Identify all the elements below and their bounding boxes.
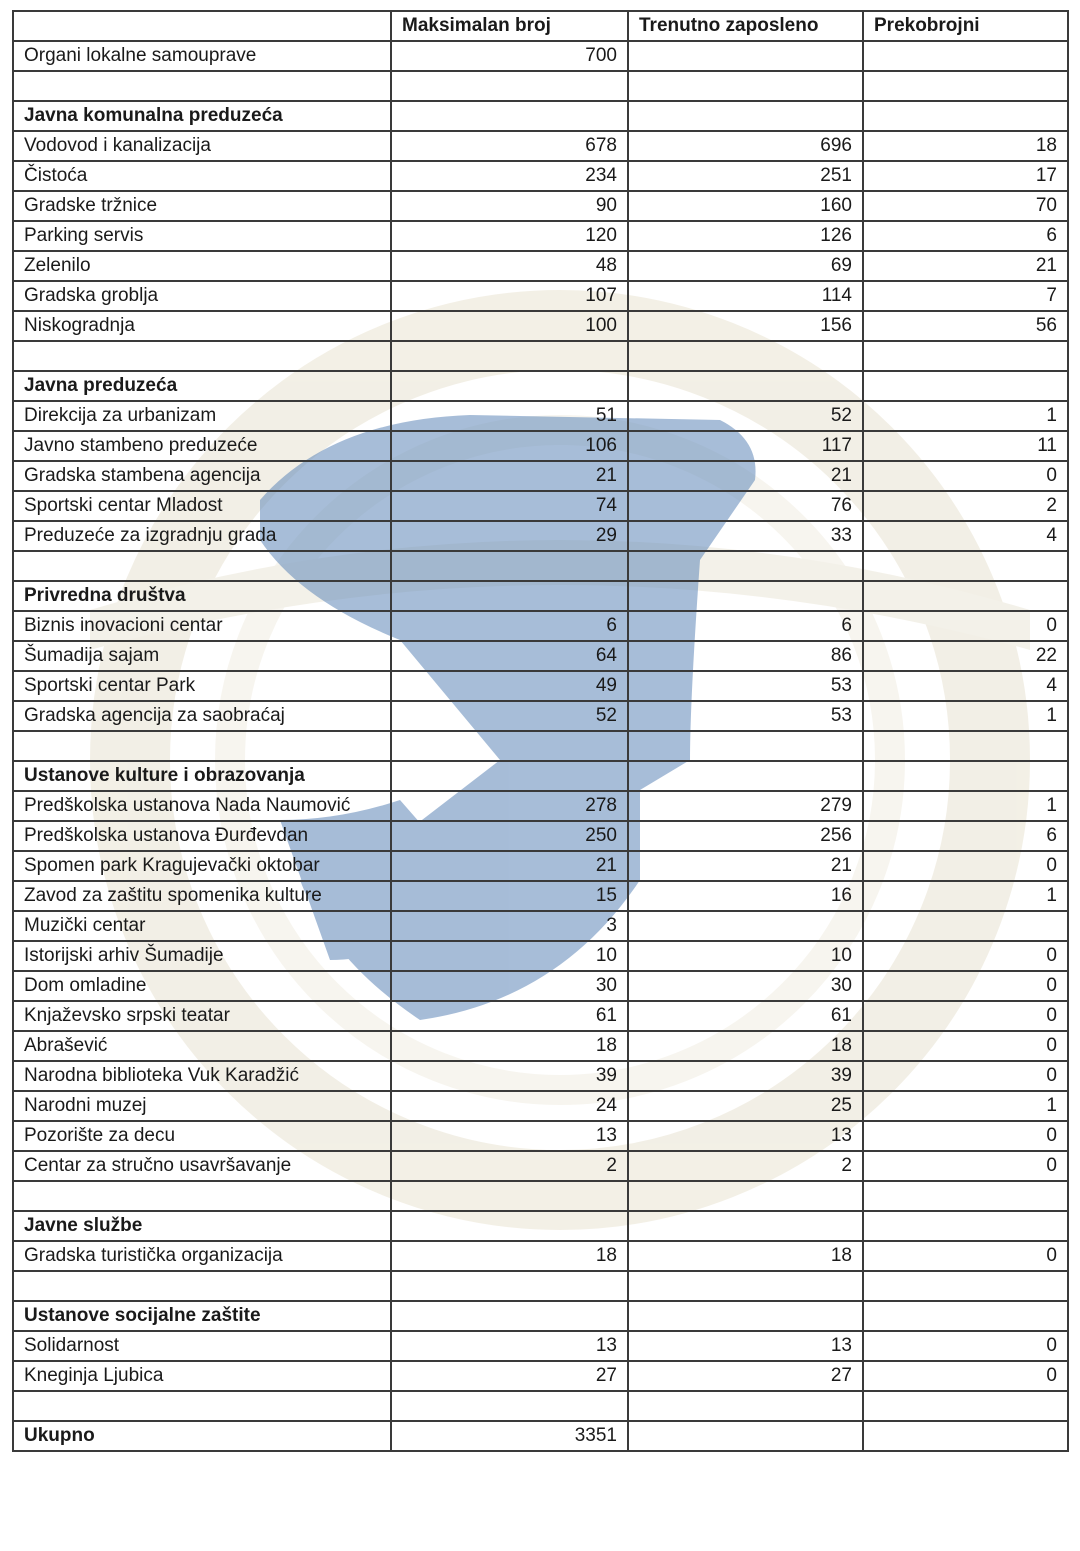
cell-max-count: [391, 1301, 628, 1331]
cell-excess: 6: [863, 221, 1068, 251]
table-row: [13, 1361, 1068, 1391]
cell-current-employed: 21: [628, 851, 863, 881]
table-row: [13, 161, 1068, 191]
cell-max-count: [391, 1211, 628, 1241]
cell-max-count: 18: [391, 1031, 628, 1061]
cell-excess: 0: [863, 1241, 1068, 1271]
cell-current-employed: 126: [628, 221, 863, 251]
cell-name: Pozorište za decu: [13, 1121, 391, 1151]
cell-max-count: 6: [391, 611, 628, 641]
table-row: [13, 881, 1068, 911]
table-row: [13, 1061, 1068, 1091]
cell-current-employed: 6: [628, 611, 863, 641]
table-row: [13, 611, 1068, 641]
cell-excess: 0: [863, 461, 1068, 491]
cell-name: [13, 1391, 391, 1421]
table-row: [13, 401, 1068, 431]
cell-current-employed: [628, 41, 863, 71]
cell-excess: 4: [863, 521, 1068, 551]
cell-name: [13, 1271, 391, 1301]
table-row: [13, 251, 1068, 281]
table-row: [13, 791, 1068, 821]
cell-excess: 4: [863, 671, 1068, 701]
cell-name: Direkcija za urbanizam: [13, 401, 391, 431]
cell-max-count: [391, 1391, 628, 1421]
cell-excess: 21: [863, 251, 1068, 281]
table-body: [13, 11, 1068, 1451]
cell-current-employed: [628, 551, 863, 581]
cell-name: Sportski centar Mladost: [13, 491, 391, 521]
table-row: [13, 461, 1068, 491]
cell-excess: 22: [863, 641, 1068, 671]
cell-current-employed: 52: [628, 401, 863, 431]
cell-excess: [863, 1301, 1068, 1331]
header-excess: Prekobrojni: [863, 11, 1068, 41]
cell-current-employed: 39: [628, 1061, 863, 1091]
cell-excess: 1: [863, 1091, 1068, 1121]
cell-current-employed: 76: [628, 491, 863, 521]
cell-current-employed: 53: [628, 671, 863, 701]
table-row: [13, 431, 1068, 461]
cell-name: Abrašević: [13, 1031, 391, 1061]
cell-name: Narodna biblioteka Vuk Karadžić: [13, 1061, 391, 1091]
cell-excess: 7: [863, 281, 1068, 311]
cell-excess: 0: [863, 1031, 1068, 1061]
blank-row: [13, 1391, 1068, 1421]
cell-current-employed: [628, 761, 863, 791]
cell-name: Ustanove kulture i obrazovanja: [13, 761, 391, 791]
table-row: [13, 641, 1068, 671]
cell-current-employed: 21: [628, 461, 863, 491]
cell-excess: 1: [863, 881, 1068, 911]
cell-current-employed: 53: [628, 701, 863, 731]
cell-current-employed: 156: [628, 311, 863, 341]
cell-name: [13, 341, 391, 371]
cell-max-count: 51: [391, 401, 628, 431]
section-row: [13, 1301, 1068, 1331]
cell-current-employed: [628, 1271, 863, 1301]
cell-name: Preduzeće za izgradnju grada: [13, 521, 391, 551]
cell-current-employed: [628, 911, 863, 941]
cell-excess: [863, 1211, 1068, 1241]
cell-name: [13, 731, 391, 761]
cell-max-count: 107: [391, 281, 628, 311]
cell-max-count: 678: [391, 131, 628, 161]
cell-excess: 56: [863, 311, 1068, 341]
table-row: [13, 41, 1068, 71]
cell-excess: 1: [863, 701, 1068, 731]
section-row: [13, 101, 1068, 131]
cell-excess: 70: [863, 191, 1068, 221]
cell-current-employed: 117: [628, 431, 863, 461]
cell-name: Sportski centar Park: [13, 671, 391, 701]
cell-max-count: 15: [391, 881, 628, 911]
cell-current-employed: 69: [628, 251, 863, 281]
table-row: [13, 941, 1068, 971]
cell-current-employed: 13: [628, 1121, 863, 1151]
cell-name: [13, 71, 391, 101]
cell-excess: 0: [863, 1061, 1068, 1091]
cell-name: Gradska stambena agencija: [13, 461, 391, 491]
cell-max-count: [391, 1181, 628, 1211]
cell-name: [13, 1181, 391, 1211]
section-row: [13, 1211, 1068, 1241]
cell-max-count: 13: [391, 1331, 628, 1361]
cell-excess: 0: [863, 611, 1068, 641]
cell-current-employed: [628, 341, 863, 371]
table-row: [13, 821, 1068, 851]
cell-max-count: [391, 71, 628, 101]
cell-max-count: 120: [391, 221, 628, 251]
cell-excess: [863, 581, 1068, 611]
cell-excess: 0: [863, 1361, 1068, 1391]
cell-current-employed: 18: [628, 1031, 863, 1061]
cell-current-employed: [628, 371, 863, 401]
table-row: [13, 1151, 1068, 1181]
header-name: [13, 11, 391, 41]
cell-current-employed: [628, 1421, 863, 1451]
table-row: [13, 131, 1068, 161]
table-row: [13, 701, 1068, 731]
cell-name: Centar za stručno usavršavanje: [13, 1151, 391, 1181]
cell-excess: 11: [863, 431, 1068, 461]
cell-name: [13, 551, 391, 581]
cell-name: Ukupno: [13, 1421, 391, 1451]
cell-excess: 0: [863, 1001, 1068, 1031]
cell-excess: [863, 341, 1068, 371]
cell-max-count: 10: [391, 941, 628, 971]
cell-max-count: 278: [391, 791, 628, 821]
cell-name: Javno stambeno preduzeće: [13, 431, 391, 461]
cell-excess: 17: [863, 161, 1068, 191]
table-row: [13, 281, 1068, 311]
cell-excess: [863, 71, 1068, 101]
cell-name: Gradska turistička organizacija: [13, 1241, 391, 1271]
cell-max-count: 234: [391, 161, 628, 191]
blank-row: [13, 551, 1068, 581]
cell-current-employed: 160: [628, 191, 863, 221]
cell-name: Solidarnost: [13, 1331, 391, 1361]
cell-name: Ustanove socijalne zaštite: [13, 1301, 391, 1331]
cell-excess: 18: [863, 131, 1068, 161]
cell-current-employed: 114: [628, 281, 863, 311]
cell-current-employed: 2: [628, 1151, 863, 1181]
cell-excess: 2: [863, 491, 1068, 521]
cell-excess: 0: [863, 1121, 1068, 1151]
header-row: [13, 11, 1068, 41]
cell-max-count: 61: [391, 1001, 628, 1031]
cell-max-count: [391, 1271, 628, 1301]
cell-current-employed: 18: [628, 1241, 863, 1271]
cell-excess: [863, 1181, 1068, 1211]
cell-excess: [863, 761, 1068, 791]
table-row: [13, 1121, 1068, 1151]
blank-row: [13, 341, 1068, 371]
cell-max-count: [391, 341, 628, 371]
cell-name: Istorijski arhiv Šumadije: [13, 941, 391, 971]
cell-name: Predškolska ustanova Đurđevdan: [13, 821, 391, 851]
cell-current-employed: 279: [628, 791, 863, 821]
cell-max-count: 39: [391, 1061, 628, 1091]
cell-max-count: [391, 581, 628, 611]
cell-current-employed: 256: [628, 821, 863, 851]
cell-name: Spomen park Kragujevački oktobar: [13, 851, 391, 881]
cell-current-employed: [628, 71, 863, 101]
cell-max-count: 90: [391, 191, 628, 221]
table-row: [13, 1001, 1068, 1031]
cell-max-count: 30: [391, 971, 628, 1001]
cell-current-employed: 27: [628, 1361, 863, 1391]
cell-excess: 0: [863, 1151, 1068, 1181]
cell-name: Zavod za zaštitu spomenika kulture: [13, 881, 391, 911]
cell-max-count: 74: [391, 491, 628, 521]
cell-max-count: 49: [391, 671, 628, 701]
cell-current-employed: 10: [628, 941, 863, 971]
cell-max-count: 52: [391, 701, 628, 731]
cell-current-employed: 13: [628, 1331, 863, 1361]
cell-current-employed: [628, 1181, 863, 1211]
cell-max-count: 21: [391, 461, 628, 491]
cell-current-employed: 696: [628, 131, 863, 161]
cell-current-employed: 33: [628, 521, 863, 551]
cell-max-count: [391, 371, 628, 401]
cell-current-employed: 86: [628, 641, 863, 671]
cell-name: Organi lokalne samouprave: [13, 41, 391, 71]
table-row: [13, 671, 1068, 701]
cell-current-employed: [628, 581, 863, 611]
cell-current-employed: 30: [628, 971, 863, 1001]
table-row: [13, 851, 1068, 881]
cell-current-employed: 61: [628, 1001, 863, 1031]
cell-max-count: 3351: [391, 1421, 628, 1451]
cell-max-count: 48: [391, 251, 628, 281]
cell-max-count: 18: [391, 1241, 628, 1271]
cell-max-count: 3: [391, 911, 628, 941]
blank-row: [13, 1271, 1068, 1301]
cell-name: Narodni muzej: [13, 1091, 391, 1121]
staffing-table: [12, 10, 1069, 1452]
cell-max-count: [391, 101, 628, 131]
cell-excess: 0: [863, 851, 1068, 881]
cell-name: Zelenilo: [13, 251, 391, 281]
cell-current-employed: [628, 1391, 863, 1421]
cell-excess: 0: [863, 941, 1068, 971]
table-row: [13, 221, 1068, 251]
cell-name: Niskogradnja: [13, 311, 391, 341]
cell-name: Muzički centar: [13, 911, 391, 941]
cell-current-employed: [628, 1301, 863, 1331]
cell-name: Javna preduzeća: [13, 371, 391, 401]
cell-excess: [863, 41, 1068, 71]
cell-max-count: 100: [391, 311, 628, 341]
cell-current-employed: 251: [628, 161, 863, 191]
table-row: [13, 521, 1068, 551]
cell-name: Knjaževsko srpski teatar: [13, 1001, 391, 1031]
cell-name: Gradska agencija za saobraćaj: [13, 701, 391, 731]
cell-excess: [863, 1391, 1068, 1421]
cell-name: Čistoća: [13, 161, 391, 191]
cell-max-count: [391, 761, 628, 791]
cell-max-count: 106: [391, 431, 628, 461]
table-row: [13, 1241, 1068, 1271]
cell-excess: [863, 1271, 1068, 1301]
cell-max-count: 64: [391, 641, 628, 671]
cell-max-count: [391, 551, 628, 581]
total-row: [13, 1421, 1068, 1451]
table-row: [13, 911, 1068, 941]
table-row: [13, 1331, 1068, 1361]
cell-name: Gradska groblja: [13, 281, 391, 311]
cell-max-count: 21: [391, 851, 628, 881]
cell-name: Dom omladine: [13, 971, 391, 1001]
cell-name: Biznis inovacioni centar: [13, 611, 391, 641]
cell-max-count: 24: [391, 1091, 628, 1121]
cell-name: Javne službe: [13, 1211, 391, 1241]
header-max-count: Maksimalan broj: [391, 11, 628, 41]
section-row: [13, 371, 1068, 401]
cell-name: Kneginja Ljubica: [13, 1361, 391, 1391]
cell-current-employed: 16: [628, 881, 863, 911]
cell-excess: 1: [863, 791, 1068, 821]
cell-name: Javna komunalna preduzeća: [13, 101, 391, 131]
cell-excess: [863, 911, 1068, 941]
cell-excess: 0: [863, 1331, 1068, 1361]
section-row: [13, 761, 1068, 791]
cell-max-count: 700: [391, 41, 628, 71]
cell-excess: [863, 731, 1068, 761]
table-row: [13, 491, 1068, 521]
cell-name: Vodovod i kanalizacija: [13, 131, 391, 161]
cell-excess: 1: [863, 401, 1068, 431]
cell-current-employed: [628, 101, 863, 131]
table-row: [13, 311, 1068, 341]
table-row: [13, 191, 1068, 221]
cell-excess: [863, 1421, 1068, 1451]
blank-row: [13, 71, 1068, 101]
cell-excess: 6: [863, 821, 1068, 851]
cell-excess: [863, 551, 1068, 581]
cell-excess: [863, 371, 1068, 401]
section-row: [13, 581, 1068, 611]
cell-current-employed: [628, 731, 863, 761]
cell-name: Šumadija sajam: [13, 641, 391, 671]
cell-name: Privredna društva: [13, 581, 391, 611]
header-current-employed: Trenutno zaposleno: [628, 11, 863, 41]
cell-current-employed: 25: [628, 1091, 863, 1121]
cell-max-count: 13: [391, 1121, 628, 1151]
table-row: [13, 1031, 1068, 1061]
cell-name: Predškolska ustanova Nada Naumović: [13, 791, 391, 821]
cell-max-count: 29: [391, 521, 628, 551]
table-row: [13, 971, 1068, 1001]
blank-row: [13, 1181, 1068, 1211]
blank-row: [13, 731, 1068, 761]
cell-max-count: 2: [391, 1151, 628, 1181]
cell-excess: 0: [863, 971, 1068, 1001]
cell-excess: [863, 101, 1068, 131]
cell-max-count: [391, 731, 628, 761]
table-row: [13, 1091, 1068, 1121]
cell-current-employed: [628, 1211, 863, 1241]
cell-name: Parking servis: [13, 221, 391, 251]
cell-name: Gradske tržnice: [13, 191, 391, 221]
cell-max-count: 27: [391, 1361, 628, 1391]
cell-max-count: 250: [391, 821, 628, 851]
